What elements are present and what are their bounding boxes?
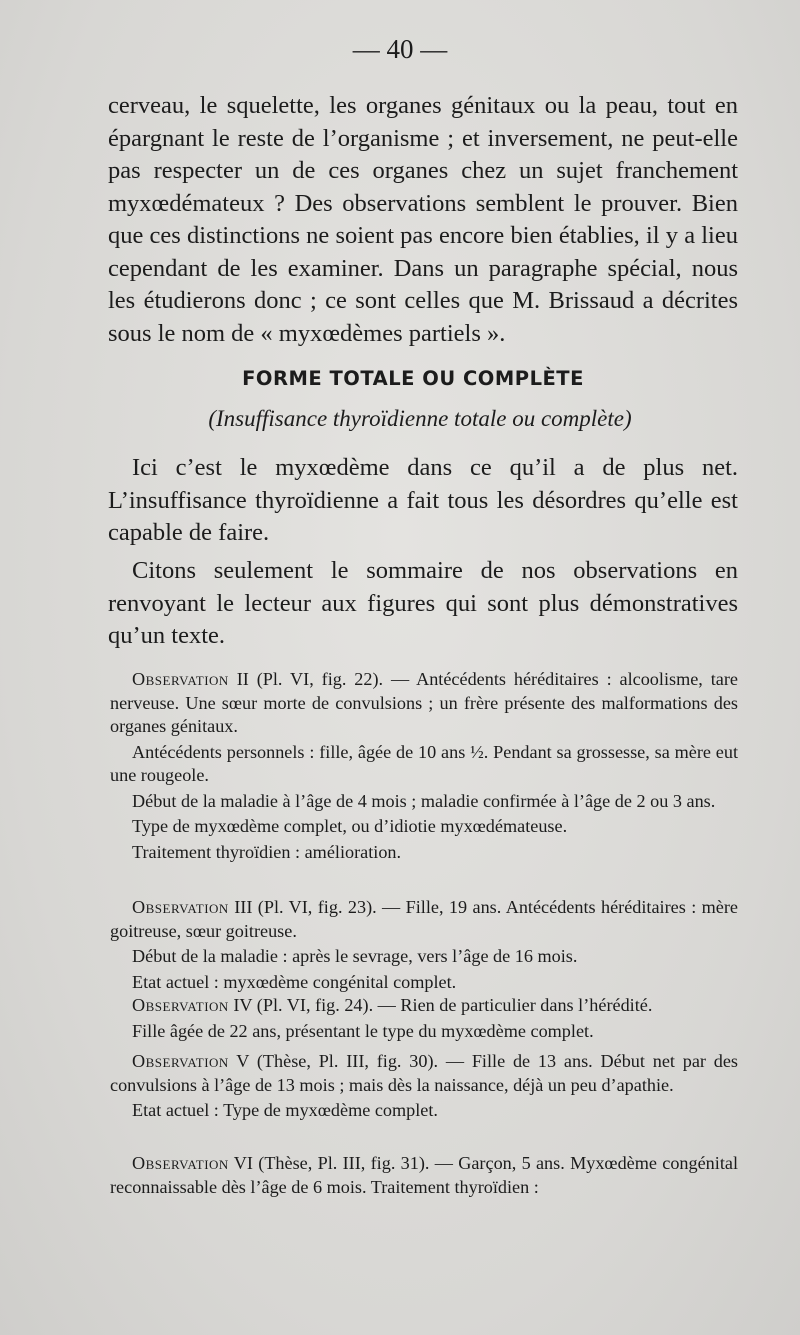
observation-head-text: III (Pl. VI, fig. 23). — Fille, 19 ans. Antécédents héréditaires : mère goitreuse, sœur goitreuse. xyxy=(110,897,738,941)
observation-paragraph: Fille âgée de 22 ans, présentant le type du myxœdème complet. xyxy=(132,1020,594,1041)
section-subtitle: (Insuffisance thyroïdienne totale ou complète) xyxy=(208,406,632,431)
observation-heading xyxy=(110,1152,738,1199)
observation-label: Observation xyxy=(132,1153,229,1173)
observation-label: Observation xyxy=(132,897,229,917)
paragraph-summary xyxy=(108,555,738,653)
observation-paragraph: Traitement thyroïdien : amélioration. xyxy=(132,841,402,862)
observation-head-text: II (Pl. VI, fig. 22). — Antécédents héréditaires : alcoolisme, tare nerveuse. Une sœur morte de convulsions ; un frère présente des malformations des organes génitaux. xyxy=(110,669,738,736)
observation-paragraph: Début de la maladie à l’âge de 4 mois ; maladie confirmée à l’âge de 2 ou 3 ans. xyxy=(132,790,716,811)
observation-label: Observation xyxy=(132,995,229,1015)
page-number: — 40 — xyxy=(352,34,448,64)
paragraph-text: Citons seulement le sommaire de nos observations en renvoyant le lecteur aux figures qui sont plus démonstratives qu’un texte. xyxy=(108,557,738,649)
observation-3 xyxy=(110,896,738,996)
observation-heading xyxy=(110,1050,738,1097)
observation-heading xyxy=(110,896,738,943)
observation-2 xyxy=(110,668,738,866)
observation-head-text: IV (Pl. VI, fig. 24). — Rien de particulier dans l’hérédité. xyxy=(228,995,653,1015)
paragraph-definition xyxy=(108,452,738,550)
observation-head-text: V (Thèse, Pl. III, fig. 30). — Fille de 13 ans. Début net par des convulsions à l’âge de 13 mois ; mais dès la naissance, déjà un peu d’apathie. xyxy=(110,1051,738,1095)
section-title: FORME TOTALE OU COMPLÈTE xyxy=(242,367,584,390)
observation-paragraph: Etat actuel : Type de myxœdème complet. xyxy=(132,1100,438,1120)
observation-4 xyxy=(110,994,738,1045)
observation-6 xyxy=(110,1152,738,1201)
observation-paragraph: Antécédents personnels : fille, âgée de 10 ans ½. Pendant sa grossesse, sa mère eut une rougeole. xyxy=(110,741,738,785)
observation-paragraph: Etat actuel : myxœdème congénital complet. xyxy=(132,971,457,992)
observation-head-text: VI (Thèse, Pl. III, fig. 31). — Garçon, 5 ans. Myxœdème congénital reconnaissable dès l’âge de 6 mois. Traitement thyroïdien : xyxy=(110,1153,738,1197)
observation-paragraph: Type de myxœdème complet, ou d’idiotie myxœdémateuse. xyxy=(132,816,568,836)
observation-heading xyxy=(110,994,738,1018)
observation-5 xyxy=(110,1050,738,1125)
paragraph-text: Ici c’est le myxœdème dans ce qu’il a de plus net. L’insuffisance thyroïdienne a fait tous les désordres qu’elle est capable de faire. xyxy=(108,454,738,546)
intro-paragraph xyxy=(108,90,738,350)
observation-label: Observation xyxy=(132,1051,229,1071)
intro-text: cerveau, le squelette, les organes génitaux ou la peau, tout en épargnant le reste de l’organisme ; et inversement, ne peut-elle pas respecter un de ces organes chez un sujet franchement myxœdémateux ? Des observations semblent le prouver. Bien que ces distinctions ne soient pas encore bien établies, il y a lieu cependant de les examiner. Dans un paragraphe spécial, nous les étudierons donc ; ce sont celles que M. Brissaud a décrites sous le nom de « myxœdèmes partiels ». xyxy=(108,92,738,347)
observation-heading xyxy=(110,668,738,739)
observation-paragraph: Début de la maladie : après le sevrage, vers l’âge de 16 mois. xyxy=(132,946,578,966)
observation-label: Observation xyxy=(132,669,229,689)
